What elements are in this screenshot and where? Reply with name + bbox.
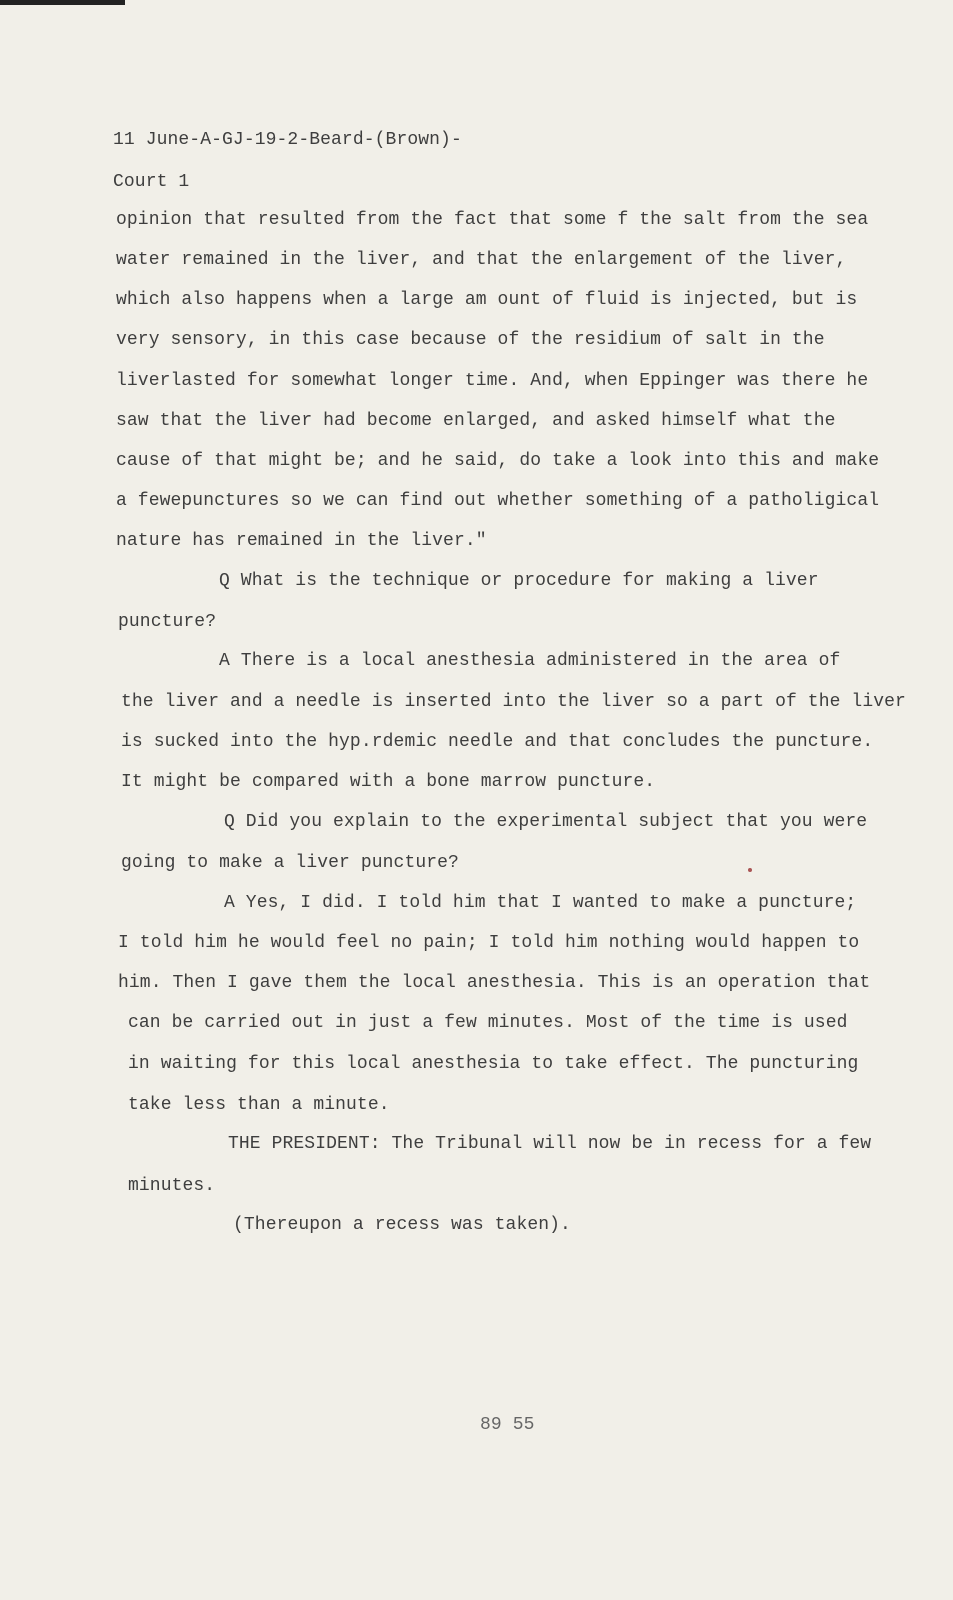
answer-line: A Yes, I did. I told him that I wanted to make a puncture;	[224, 893, 857, 913]
president-statement: THE PRESIDENT: The Tribunal will now be in recess for a few	[228, 1134, 872, 1154]
transcript-line: which also happens when a large am ount of fluid is injected, but is	[116, 290, 858, 310]
transcript-line: liverlasted for somewhat longer time. And, when Eppinger was there he	[116, 371, 869, 391]
transcript-line: water remained in the liver, and that the enlargement of the liver,	[116, 250, 847, 270]
transcript-line: take less than a minute.	[128, 1095, 390, 1115]
court-label: Court 1	[113, 172, 190, 192]
transcript-line: going to make a liver puncture?	[121, 853, 459, 873]
answer-line: A There is a local anesthesia administered in the area of	[219, 651, 841, 671]
transcript-line: a fewepunctures so we can find out whether something of a patholigical	[116, 491, 880, 511]
transcript-line: nature has remained in the liver."	[116, 531, 487, 551]
question-line: Q Did you explain to the experimental subject that you were	[224, 812, 868, 832]
transcript-line: is sucked into the hyp.rdemic needle and that concludes the puncture.	[121, 732, 874, 752]
transcript-line: cause of that might be; and he said, do take a look into this and make	[116, 451, 880, 471]
transcript-line: in waiting for this local anesthesia to take effect. The puncturing	[128, 1054, 859, 1074]
transcript-line: very sensory, in this case because of the residium of salt in the	[116, 330, 825, 350]
transcript-line: the liver and a needle is inserted into the liver so a part of the liver	[121, 692, 906, 712]
recess-note: (Thereupon a recess was taken).	[233, 1215, 571, 1235]
transcript-line: It might be compared with a bone marrow puncture.	[121, 772, 656, 792]
transcript-line: puncture?	[118, 612, 217, 632]
transcript-line: him. Then I gave them the local anesthesia. This is an operation that	[118, 973, 871, 993]
page-number: 89 55	[480, 1415, 535, 1435]
transcript-line: minutes.	[128, 1176, 216, 1196]
document-reference: 11 June-A-GJ-19-2-Beard-(Brown)-	[113, 130, 462, 150]
transcript-line: can be carried out in just a few minutes. Most of the time is used	[128, 1013, 848, 1033]
scan-edge-mark	[0, 0, 125, 5]
ink-spot	[748, 868, 752, 872]
transcript-line: I told him he would feel no pain; I told him nothing would happen to	[118, 933, 860, 953]
transcript-line: opinion that resulted from the fact that some f the salt from the sea	[116, 210, 869, 230]
transcript-line: saw that the liver had become enlarged, and asked himself what the	[116, 411, 836, 431]
question-line: Q What is the technique or procedure for making a liver	[219, 571, 819, 591]
